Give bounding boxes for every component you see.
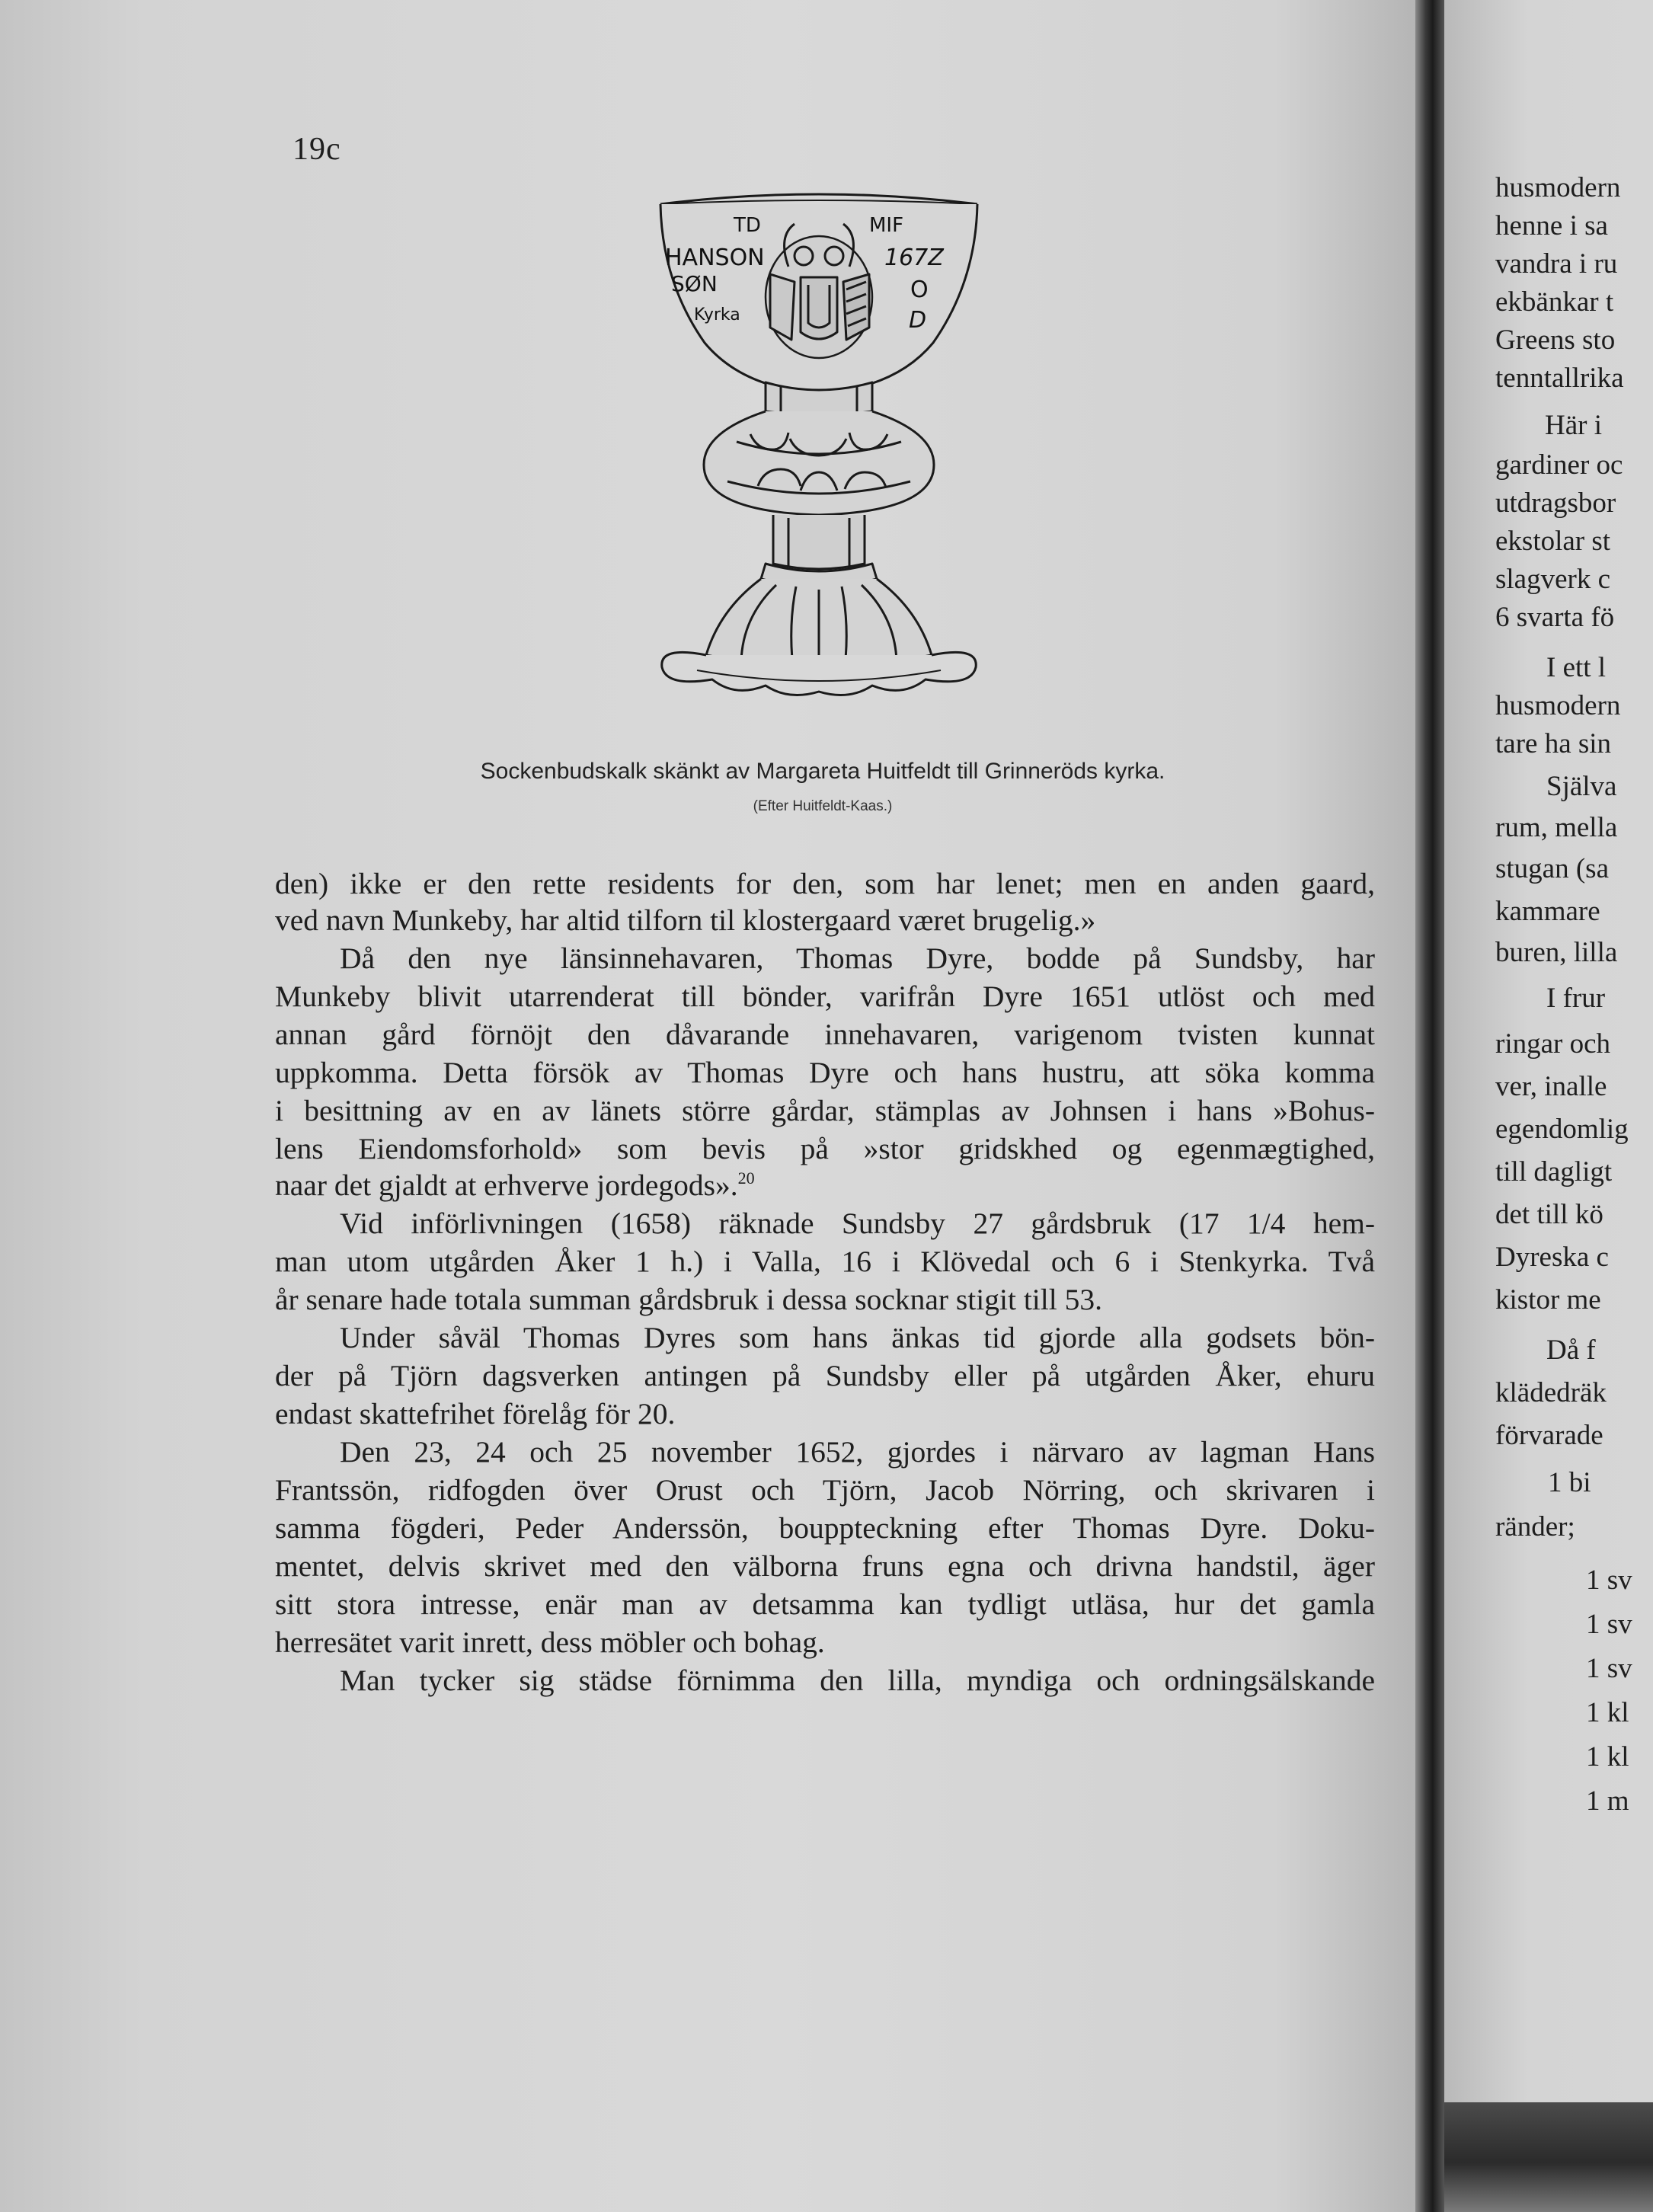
right-line: 1 sv (1586, 1609, 1632, 1640)
right-line: tare ha sin (1495, 728, 1612, 759)
chalice-illustration (651, 183, 986, 701)
right-line: buren, lilla (1495, 937, 1618, 968)
inscription-year: 167Z (884, 245, 944, 271)
right-line: ver, inalle (1495, 1071, 1607, 1102)
right-line: I frur (1546, 983, 1606, 1014)
right-line: husmodern (1495, 172, 1621, 203)
right-line: Dyreska c (1495, 1242, 1609, 1273)
body-line: Munkeby blivit utarrenderat till bönder, varifrån Dyre 1651 utlöst och med (275, 980, 1375, 1013)
figure-caption: Sockenbudskalk skänkt av Margareta Huitfeldt till Grinneröds kyrka. (480, 759, 1165, 784)
inscription-kyrka: Kyrka (694, 305, 740, 324)
knop (704, 411, 934, 515)
book-gutter (1415, 0, 1444, 2212)
right-line: 1 sv (1586, 1565, 1632, 1596)
body-line: man utom utgården Åker 1 h.) i Valla, 16 i Klövedal och 6 i Stenkyrka. Två (275, 1245, 1375, 1278)
body-line: herresätet varit inrett, dess möbler och bohag. (275, 1625, 825, 1659)
right-page-shadow (1444, 2102, 1653, 2212)
body-line: Den 23, 24 och 25 november 1652, gjordes i närvaro av lagman Hans (340, 1435, 1375, 1469)
right-line: 1 kl (1586, 1697, 1629, 1728)
body-line: Man tycker sig städse förnimma den lilla, myndiga och ordningsälskande (340, 1664, 1375, 1697)
body-line: samma fögderi, Peder Anderssön, bouppteckning efter Thomas Dyre. Doku- (275, 1511, 1375, 1545)
right-line: tenntallrika (1495, 363, 1624, 394)
body-line: ved navn Munkeby, har altid tilforn til klostergaard været brugelig.» (275, 903, 1096, 937)
right-line: till dagligt (1495, 1156, 1613, 1188)
body-line: lens Eiendomsforhold» som bevis på »stor gridskhed og egenmægtighed, (275, 1132, 1375, 1165)
figure-caption-credit: (Efter Huitfeldt-Kaas.) (753, 798, 893, 814)
right-line: 1 m (1586, 1785, 1629, 1817)
body-line: endast skattefrihet förelåg för 20. (275, 1397, 676, 1430)
right-line: rum, mella (1495, 812, 1618, 843)
right-line: slagverk c (1495, 564, 1611, 595)
right-line: det till kö (1495, 1199, 1603, 1230)
inscription-o: O (910, 276, 929, 303)
inscription-mif: MIF (869, 214, 904, 237)
right-line: Då f (1546, 1335, 1596, 1366)
right-line: ekstolar st (1495, 526, 1611, 557)
right-line: kistor me (1495, 1284, 1601, 1315)
body-line: sitt stora intresse, enär man av detsamma kan tydligt utläsa, hur det gamla (275, 1587, 1375, 1621)
inscription-td: TD (734, 214, 761, 237)
right-line: ränder; (1495, 1511, 1575, 1542)
right-line: Själva (1546, 771, 1617, 802)
right-line: I ett l (1546, 652, 1607, 683)
right-line: 1 kl (1586, 1741, 1629, 1772)
right-line: klädedräk (1495, 1377, 1607, 1408)
body-line: Då den nye länsinnehavaren, Thomas Dyre, bodde på Sundsby, har (340, 941, 1375, 975)
right-line: vandra i ru (1495, 248, 1618, 280)
footnote-ref: 20 (737, 1168, 755, 1188)
body-line: mentet, delvis skrivet med den välborna fruns egna och drivna handstil, äger (275, 1549, 1375, 1583)
right-line: henne i sa (1495, 210, 1608, 241)
body-line: den) ikke er den rette residents for den, som har lenet; men en anden gaard, (275, 867, 1375, 900)
body-line: uppkomma. Detta försök av Thomas Dyre och hans hustru, att söka komma (275, 1056, 1375, 1089)
inscription-hanson: HANSON (665, 245, 765, 271)
right-line: ekbänkar t (1495, 286, 1614, 318)
right-line: egendomlig (1495, 1114, 1629, 1145)
right-line: utdragsbor (1495, 487, 1616, 519)
body-line: der på Tjörn dagsverken antingen på Sundsby eller på utgården Åker, ehuru (275, 1359, 1375, 1392)
body-line-text: naar det gjaldt at erhverve jordegods». (275, 1168, 738, 1202)
page-number: 19c (293, 132, 341, 167)
inscription-son: SØN (671, 271, 718, 296)
right-line: Greens sto (1495, 324, 1616, 356)
body-line-with-footnote (275, 1168, 1375, 1202)
right-line: gardiner oc (1495, 449, 1623, 481)
right-line: Här i (1545, 410, 1602, 441)
right-line: 1 sv (1586, 1653, 1632, 1684)
body-line: Under såväl Thomas Dyres som hans änkas tid gjorde alla godsets bön- (340, 1321, 1375, 1354)
right-line: 1 bi (1548, 1467, 1591, 1498)
body-line: Vid införlivningen (1658) räknade Sundsby 27 gårdsbruk (17 1/4 hem- (340, 1207, 1375, 1240)
right-line: förvarade (1495, 1420, 1603, 1451)
right-line: husmodern (1495, 690, 1621, 721)
body-line: år senare hade totala summan gårdsbruk i dessa socknar stigit till 53. (275, 1283, 1102, 1316)
right-line: 6 svarta fö (1495, 602, 1615, 633)
right-line: stugan (sa (1495, 853, 1609, 884)
body-line: Frantssön, ridfogden över Orust och Tjörn, Jacob Nörring, och skrivaren i (275, 1473, 1375, 1507)
stem (773, 515, 865, 569)
right-line: kammare (1495, 896, 1600, 927)
inscription-d: D (909, 307, 927, 334)
scalloped-base (662, 652, 976, 695)
body-line: annan gård förnöjt den dåvarande innehavaren, varigenom tvisten kunnat (275, 1018, 1375, 1051)
right-line: ringar och (1495, 1028, 1611, 1060)
body-line: i besittning av en av länets större gårdar, stämplas av Johnsen i hans »Bohus- (275, 1094, 1375, 1127)
